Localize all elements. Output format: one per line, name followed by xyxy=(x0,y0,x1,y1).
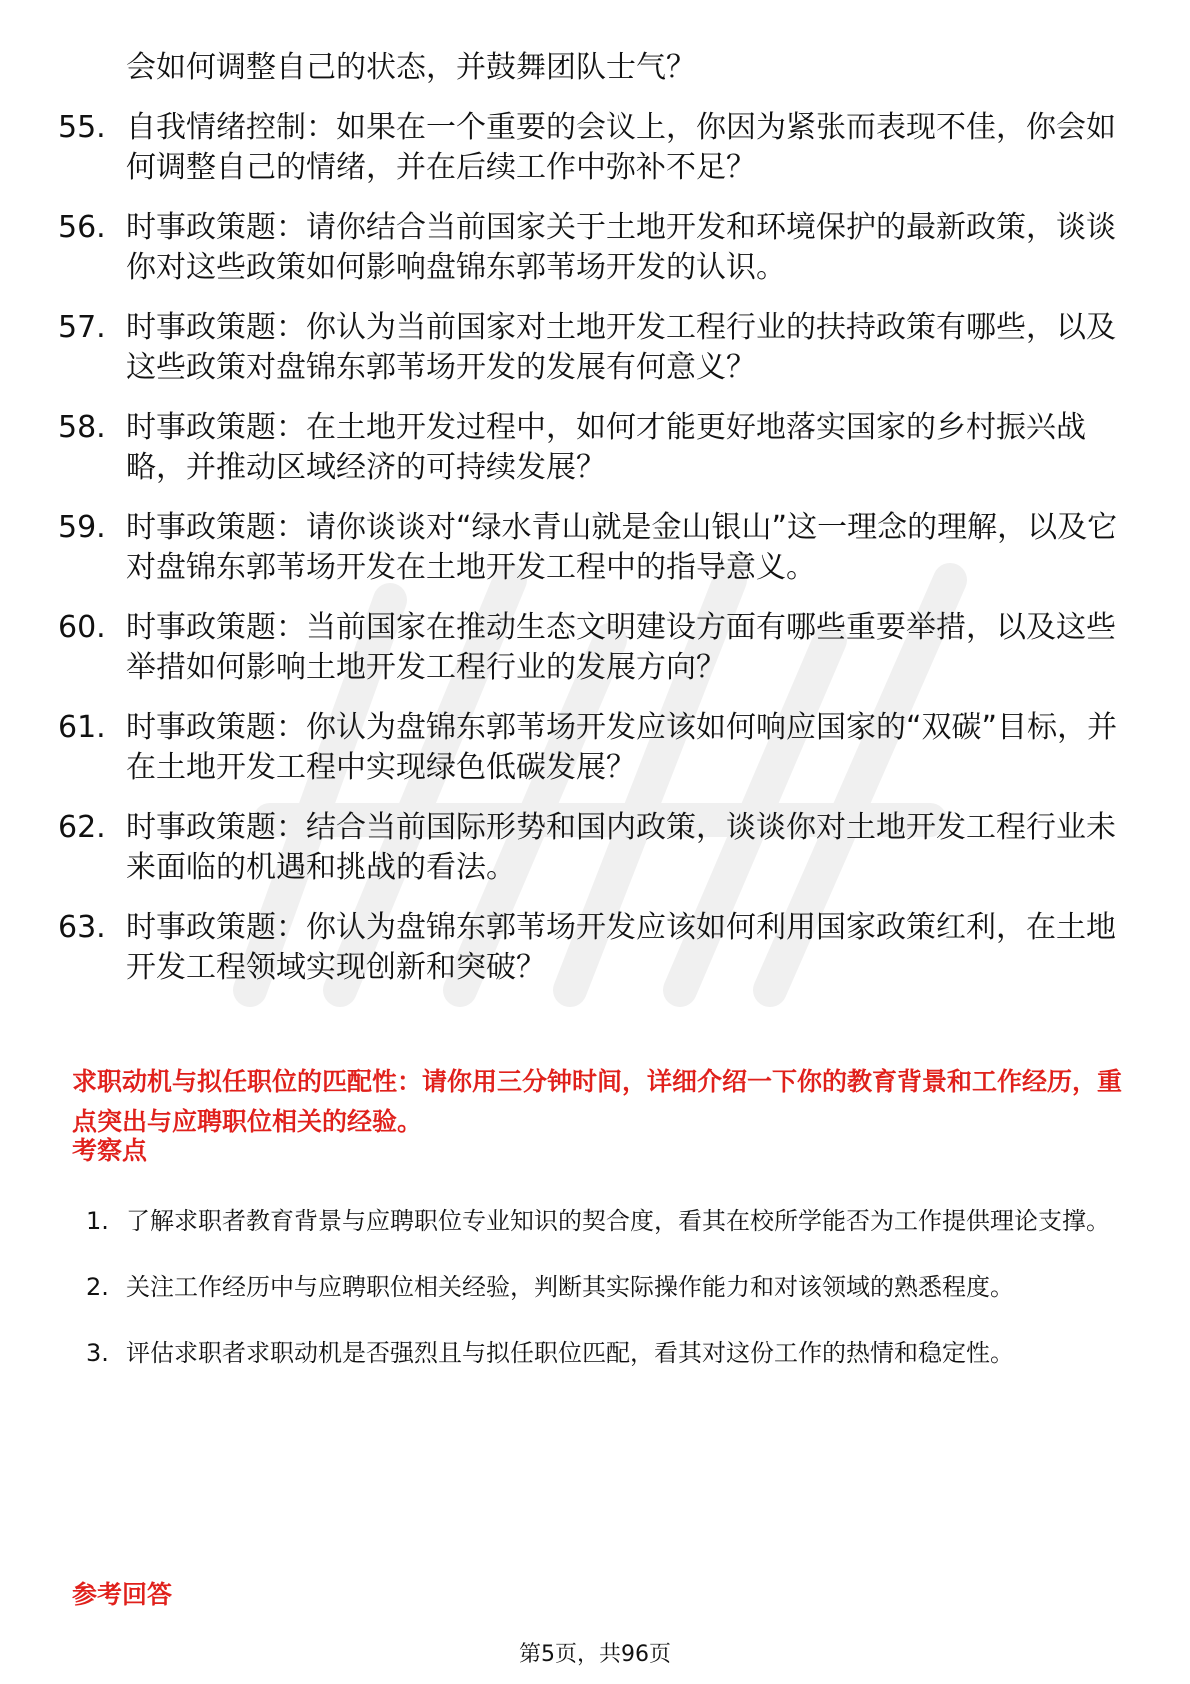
question-number: 61. xyxy=(58,710,106,745)
page-footer: 第5页，共96页 xyxy=(519,1642,671,1667)
question-item xyxy=(58,508,1118,588)
question-text: 时事政策题：你认为当前国家对土地开发工程行业的扶持政策有哪些，以及这些政策对盘锦东郭苇场开发的发展有何意义？ xyxy=(126,310,1116,385)
question-item xyxy=(58,608,1118,688)
question-number: 57. xyxy=(58,310,106,345)
question-number: 56. xyxy=(58,210,106,245)
question-text: 时事政策题：请你结合当前国家关于土地开发和环境保护的最新政策，谈谈你对这些政策如何影响盘锦东郭苇场开发的认识。 xyxy=(126,210,1116,285)
featured-question-heading: 求职动机与拟任职位的匹配性：请你用三分钟时间，详细介绍一下你的教育背景和工作经历，重点突出与应聘职位相关的经验。 xyxy=(72,1067,1123,1136)
list-item-number: 3. xyxy=(86,1339,109,1367)
question-list xyxy=(58,48,1118,1008)
question-text: 时事政策题：结合当前国际形势和国内政策，谈谈你对土地开发工程行业未来面临的机遇和挑战的看法。 xyxy=(126,810,1116,885)
question-continuation: 会如何调整自己的状态，并鼓舞团队士气？ xyxy=(126,50,696,85)
question-text: 时事政策题：你认为盘锦东郭苇场开发应该如何响应国家的“双碳”目标，并在土地开发工程中实现绿色低碳发展？ xyxy=(126,710,1118,785)
question-item xyxy=(58,908,1118,988)
question-number: 55. xyxy=(58,110,106,145)
question-item xyxy=(58,308,1118,388)
question-number: 62. xyxy=(58,810,106,845)
assessment-points-label: 考察点 xyxy=(72,1136,148,1165)
reference-answer-label: 参考回答 xyxy=(72,1580,173,1609)
question-text: 自我情绪控制：如果在一个重要的会议上，你因为紧张而表现不佳，你会如何调整自己的情绪，并在后续工作中弥补不足？ xyxy=(126,110,1116,185)
list-item-text: 了解求职者教育背景与应聘职位专业知识的契合度，看其在校所学能否为工作提供理论支撑。 xyxy=(126,1207,1110,1235)
question-item xyxy=(58,808,1118,888)
question-item xyxy=(58,408,1118,488)
question-item xyxy=(58,108,1118,188)
list-item-text: 评估求职者求职动机是否强烈且与拟任职位匹配，看其对这份工作的热情和稳定性。 xyxy=(126,1339,1014,1367)
question-number: 63. xyxy=(58,910,106,945)
question-text: 时事政策题：当前国家在推动生态文明建设方面有哪些重要举措，以及这些举措如何影响土地开发工程行业的发展方向？ xyxy=(126,610,1116,685)
assessment-points-list xyxy=(86,1192,1122,1390)
question-number: 60. xyxy=(58,610,106,645)
question-text: 时事政策题：在土地开发过程中，如何才能更好地落实国家的乡村振兴战略，并推动区域经济的可持续发展？ xyxy=(126,410,1086,485)
list-item xyxy=(86,1258,1122,1316)
list-item-text: 关注工作经历中与应聘职位相关经验，判断其实际操作能力和对该领域的熟悉程度。 xyxy=(126,1273,1014,1301)
question-text: 时事政策题：你认为盘锦东郭苇场开发应该如何利用国家政策红利，在土地开发工程领域实现创新和突破？ xyxy=(126,910,1116,985)
question-item xyxy=(58,708,1118,788)
question-text: 时事政策题：请你谈谈对“绿水青山就是金山银山”这一理念的理解，以及它对盘锦东郭苇场开发在土地开发工程中的指导意义。 xyxy=(126,510,1118,585)
list-item-number: 2. xyxy=(86,1273,109,1301)
question-number: 58. xyxy=(58,410,106,445)
list-item-number: 1. xyxy=(86,1207,109,1235)
list-item xyxy=(86,1324,1122,1382)
question-number: 59. xyxy=(58,510,106,545)
question-item xyxy=(58,208,1118,288)
list-item xyxy=(86,1192,1122,1250)
